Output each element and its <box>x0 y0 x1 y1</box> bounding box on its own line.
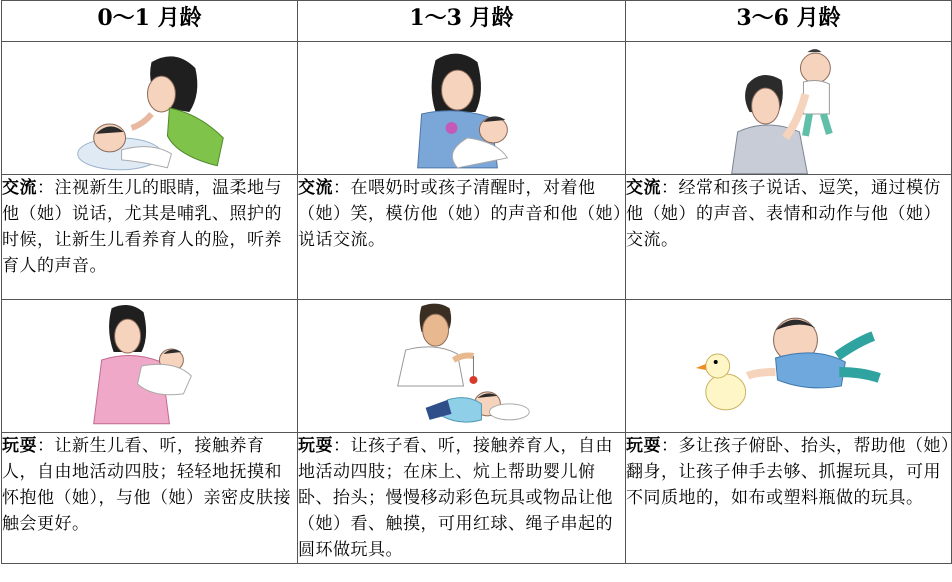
comm-sep: ： <box>661 178 679 198</box>
father-lifting-baby-illustration <box>626 42 952 175</box>
play-sep: ： <box>661 436 679 456</box>
comm-key: 交流 <box>2 178 37 198</box>
play-body: 让孩子看、听，接触养育人，自由地活动四肢；在床上、炕上帮助婴儿俯卧、抬头；慢慢移动彩色玩具或物品让他（她）看、触摸，可用红球、绳子串起的圆环做玩具。 <box>298 436 613 560</box>
comm-text-0-1 <box>2 175 298 300</box>
age-header-0-1: 0～1 月龄 <box>2 1 298 42</box>
mother-feeding-smiling-illustration <box>298 42 626 175</box>
play-body: 让新生儿看、听，接触养育人，自由地活动四肢；轻轻地抚摸和怀抱他（她），与他（她）亲密皮肤接触会更好。 <box>2 436 291 534</box>
mother-gazing-at-newborn-illustration <box>2 42 298 175</box>
comm-body: 在喂奶时或孩子清醒时，对着他（她）笑，模仿他（她）的声音和他（她）说话交流。 <box>298 178 622 250</box>
comm-sep: ： <box>37 178 55 198</box>
play-text-row <box>2 433 952 564</box>
infant-development-table <box>1 0 952 564</box>
comm-text-1-3 <box>298 175 626 300</box>
play-sep: ： <box>333 436 351 456</box>
play-text-0-1 <box>2 433 298 564</box>
comm-illustration-row <box>2 42 952 175</box>
baby-tummy-time-with-duck-toy-illustration <box>626 300 952 433</box>
comm-sep: ： <box>333 178 351 198</box>
header-row <box>2 1 952 42</box>
play-sep: ： <box>37 436 55 456</box>
boy-dangling-toy-over-infant-illustration <box>298 300 626 433</box>
comm-body: 经常和孩子说话、逗笑，通过模仿他（她）的声音、表情和动作与他（她）交流。 <box>626 178 941 250</box>
comm-body: 注视新生儿的眼睛，温柔地与他（她）说话，尤其是哺乳、照护的时候，让新生儿看养育人的脸，听养育人的声音。 <box>2 178 282 276</box>
comm-text-3-6 <box>626 175 952 300</box>
play-body: 多让孩子俯卧、抬头，帮助他（她）翻身，让孩子伸手去够、抓握玩具，可用不同质地的，如布或塑料瓶做的玩具。 <box>626 436 950 508</box>
age-header-3-6: 3～6 月龄 <box>626 1 952 42</box>
age-header-1-3: 1～3 月龄 <box>298 1 626 42</box>
comm-key: 交流 <box>626 178 661 198</box>
play-text-1-3 <box>298 433 626 564</box>
play-key: 玩耍 <box>2 436 37 456</box>
play-key: 玩耍 <box>298 436 333 456</box>
play-illustration-row <box>2 300 952 433</box>
play-key: 玩耍 <box>626 436 661 456</box>
comm-key: 交流 <box>298 178 333 198</box>
mother-holding-newborn-illustration <box>2 300 298 433</box>
comm-text-row <box>2 175 952 300</box>
play-text-3-6 <box>626 433 952 564</box>
